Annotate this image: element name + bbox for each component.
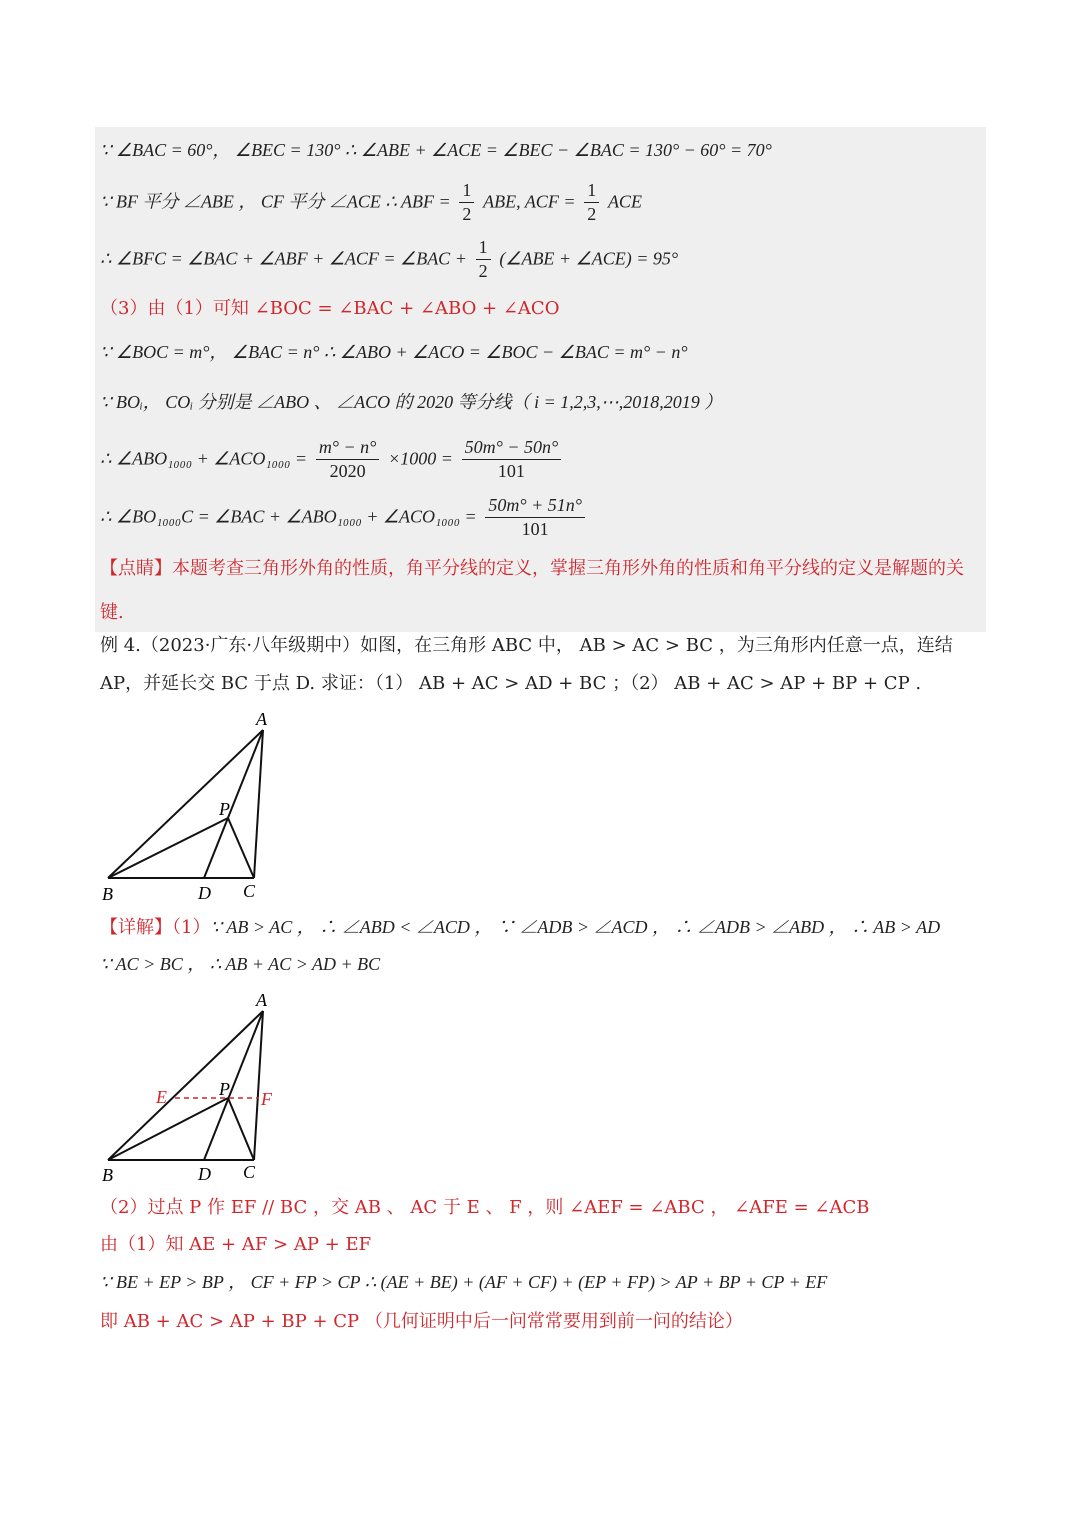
segment-cp: [228, 818, 254, 878]
solution-tag: 【详解】（1）: [100, 917, 211, 938]
text-abo1000-pre: ∴ ∠ABO₁₀₀₀ + ∠ACO₁₀₀₀ =: [100, 448, 308, 469]
line-angle-sum: [100, 141, 772, 160]
text-part2-from1: 由（1）知 AE + AF > AP + EF: [100, 1234, 372, 1255]
text-bisector-mid: ABE, ACF =: [483, 191, 576, 212]
segment-ab: [108, 730, 263, 878]
label-b: B: [102, 884, 113, 904]
text-bfc-pre: ∴ ∠BFC = ∠BAC + ∠ABF + ∠ACF = ∠BAC +: [100, 248, 467, 269]
line-bfc: [100, 238, 678, 281]
label-a: A: [256, 709, 267, 729]
label-d: D: [198, 1164, 211, 1184]
label-p: P: [219, 1079, 230, 1099]
segment-bp: [108, 818, 228, 878]
text-bisector-pre: ∵ BF 平分 ∠ABE ， CF 平分 ∠ACE ∴ ABF =: [100, 191, 451, 212]
line-solution-1: [100, 918, 940, 937]
triangle-figure-1: [0, 705, 1080, 905]
label-f: F: [261, 1089, 272, 1109]
segment-ac: [254, 1011, 263, 1160]
key-point-note: 【点睛】本题考查三角形外角的性质，角平分线的定义，掌握三角形外角的性质和角平分线的定义是解题的关键.: [100, 558, 964, 623]
label-b: B: [102, 1165, 113, 1185]
text-part2-ineq: ∵ BE + EP > BP ， CF + FP > CP ∴ (AE + BE) + (AF + CF) + (EP + FP) > AP + BP + CP + EF: [100, 1272, 828, 1292]
text-bfc-post: (∠ABE + ∠ACE) = 95°: [499, 248, 679, 269]
fraction-half-3: $\frac{1}{2}$: [476, 238, 491, 281]
line-part2-conclusion: [100, 1313, 743, 1331]
text-part2-construct: （2）过点 P 作 EF // BC ，交 AB 、 AC 于 E 、 F ，则 ∠AEF = ∠ABC ， ∠AFE = ∠ACB: [100, 1197, 870, 1218]
line-part2-from1: [100, 1236, 371, 1254]
text-boc: ∵ ∠BOC = m°， ∠BAC = n° ∴ ∠ABO + ∠ACO = ∠BOC − ∠BAC = m° − n°: [100, 342, 688, 362]
fraction-half-2: $\frac{1}{2}$: [584, 181, 599, 224]
segment-bp: [108, 1098, 228, 1160]
line-part2-construct: [100, 1199, 870, 1217]
label-c: C: [243, 881, 256, 901]
label-c: C: [243, 1162, 256, 1182]
fraction-50m-51n: $\frac{50m^\circ + 51n^\circ}{101}$: [485, 496, 585, 539]
line-part3: [100, 300, 559, 318]
text-solution-1: ∵ AB > AC ， ∴ ∠ABD < ∠ACD ， ∵ ∠ADB > ∠ACD ， ∴ ∠ADB > ∠ABD ， ∴ AB > AD: [210, 917, 941, 937]
line-trisection: [100, 393, 722, 412]
label-e: E: [156, 1087, 167, 1107]
line-boc: [100, 343, 688, 362]
text-part3: （3）由（1）可知 ∠BOC = ∠BAC + ∠ABO + ∠ACO: [100, 298, 560, 319]
text-bo1000c-pre: ∴ ∠BO₁₀₀₀C = ∠BAC + ∠ABO₁₀₀₀ + ∠ACO₁₀₀₀ =: [100, 506, 477, 527]
label-p: P: [219, 799, 230, 819]
line-abo1000: [100, 438, 564, 481]
segment-cp: [228, 1098, 254, 1160]
fraction-50m-50n: $\frac{50m^\circ - 50n^\circ}{101}$: [462, 438, 562, 481]
line-bisector: [100, 181, 642, 224]
fraction-half-1: $\frac{1}{2}$: [459, 181, 474, 224]
text-angle-sum: ∵ ∠BAC = 60°， ∠BEC = 130° ∴ ∠ABE + ∠ACE = ∠BEC − ∠BAC = 130° − 60° = 70°: [100, 140, 772, 160]
text-conclusion: 即 AB + AC > AP + BP + CP: [100, 1311, 360, 1332]
text-trisection: ∵ BOᵢ， COᵢ 分别是 ∠ABO 、 ∠ACO 的 2020 等分线（ i = 1,2,3,⋯,2018,2019 ）: [100, 392, 723, 412]
segment-ab: [108, 1011, 263, 1160]
triangle-figure-2: [0, 986, 1080, 1186]
text-bisector-post: ACE: [607, 191, 642, 212]
line-bo1000c: [100, 496, 588, 539]
segment-ac: [254, 730, 263, 878]
segment-ad: [204, 1011, 263, 1160]
line-part2-ineq: [100, 1273, 827, 1292]
text-abo1000-mid: ×1000 =: [388, 448, 453, 469]
line-solution-2: [100, 955, 380, 974]
text-solution-2: ∵ AC > BC ， ∴ AB + AC > AD + BC: [100, 954, 381, 974]
text-conclusion-note: （几何证明中后一问常常要用到前一问的结论）: [364, 1311, 743, 1332]
segment-ad: [204, 730, 263, 878]
label-a: A: [256, 990, 267, 1010]
label-d: D: [198, 883, 211, 903]
fraction-m-n-2020: $\frac{m^\circ - n^\circ}{2020}$: [316, 438, 380, 481]
example-4-statement: 例 4.（2023·广东·八年级期中）如图，在三角形 ABC 中， AB > AC > BC ，为三角形内任意一点，连结 AP，并延长交 BC 于点 D. 求证：（1） AB + AC > AD + BC ；（2） AB + AC > AP + BP + CP .: [100, 635, 953, 694]
